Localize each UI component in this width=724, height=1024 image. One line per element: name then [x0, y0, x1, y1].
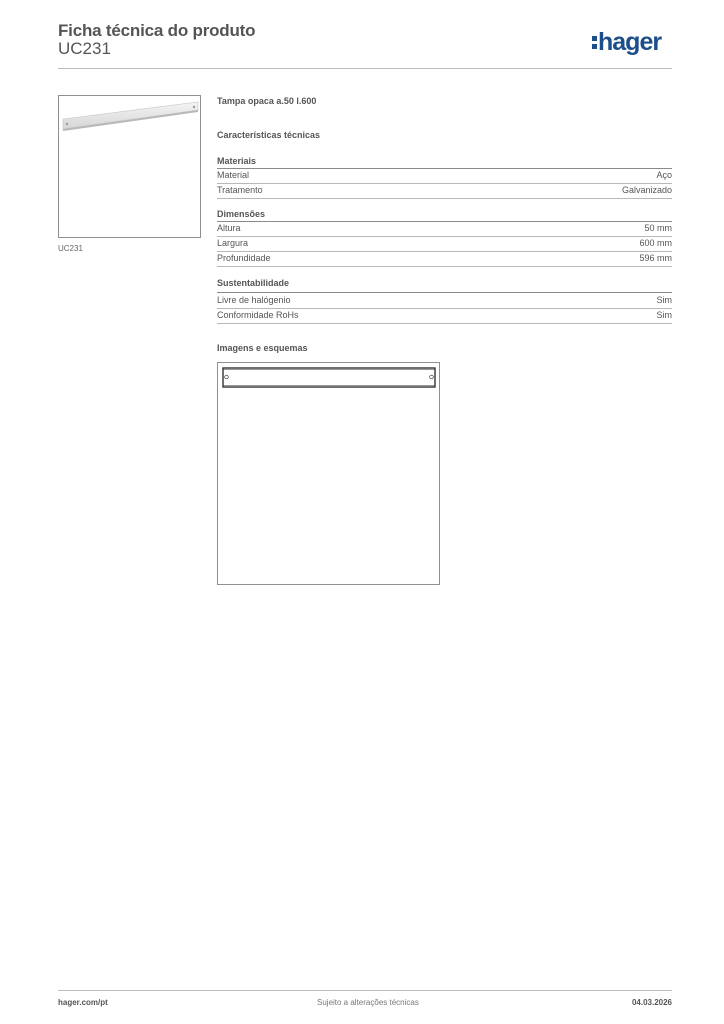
footer-divider: [58, 990, 672, 991]
spec-value: 596 mm: [639, 253, 672, 263]
images-section-title: Imagens e esquemas: [217, 343, 308, 353]
logo-dots-icon: [592, 34, 597, 50]
spec-label: Largura: [217, 238, 249, 248]
footer-date: 04.03.2026: [631, 998, 672, 1007]
spec-row: [217, 184, 672, 199]
spec-label: Profundidade: [217, 253, 271, 263]
group-divider: [217, 292, 672, 293]
spec-label: Material: [217, 170, 250, 180]
product-image: [58, 95, 201, 238]
product-code: UC231: [58, 39, 111, 58]
dimension-drawing-icon: [218, 363, 441, 586]
specs-section-title: Características técnicas: [217, 130, 321, 140]
hager-logo: [592, 28, 661, 56]
spec-label: Tratamento: [217, 185, 263, 195]
spec-value: Sim: [656, 310, 672, 320]
spec-row: [217, 237, 672, 252]
spec-row: [217, 294, 672, 309]
cover-plate-image-icon: [59, 96, 202, 239]
footer-note: Sujeito a alterações técnicas: [317, 998, 419, 1007]
spec-value: 50 mm: [644, 223, 672, 233]
spec-label: Livre de halógenio: [217, 295, 291, 305]
spec-value: Sim: [656, 295, 672, 305]
spec-value: 600 mm: [639, 238, 672, 248]
logo-text: hager: [598, 28, 662, 56]
technical-drawing: [217, 362, 440, 585]
footer-website-link[interactable]: hager.com/pt: [58, 998, 108, 1007]
page-title: Ficha técnica do produto: [58, 21, 256, 40]
spec-value: Aço: [656, 170, 672, 180]
spec-label: Conformidade RoHs: [217, 310, 299, 320]
spec-value: Galvanizado: [621, 185, 672, 195]
group-title-materials: Materiais: [217, 156, 257, 166]
spec-row: [217, 222, 672, 237]
spec-row: [217, 169, 672, 184]
header-divider: [58, 68, 672, 69]
spec-row: [217, 252, 672, 267]
group-title-sustainability: Sustentabilidade: [217, 278, 290, 288]
spec-label: Altura: [217, 223, 241, 233]
spec-row: [217, 309, 672, 324]
product-image-caption: UC231: [58, 244, 83, 253]
product-name: Tampa opaca a.50 l.600: [217, 96, 317, 106]
group-title-dimensions: Dimensões: [217, 209, 266, 219]
